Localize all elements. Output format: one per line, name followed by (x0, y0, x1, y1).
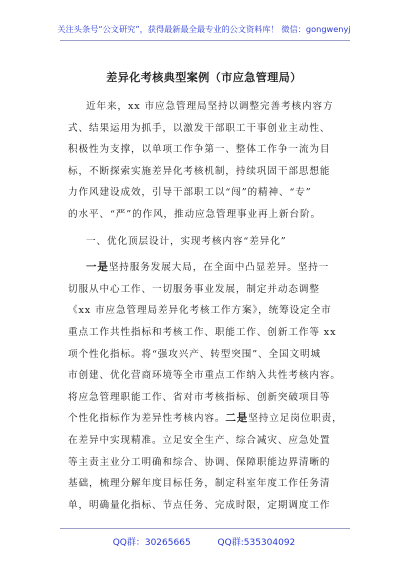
footer-qq-group-2: QQ群:535304092 (217, 538, 296, 548)
header-banner: 关注头条号“公文研究”，获得最新最全最专业的公文资料库！ 微信：gongwenyj (57, 24, 351, 34)
line-text: 《xx 市应急管理局差异化考核工作方案》，统筹设定全市 (68, 305, 332, 317)
text-line (68, 139, 352, 161)
text-line (68, 430, 352, 452)
line-text: 一、优化顶层设计，实现考核内容“差异化” (86, 235, 287, 247)
text-line (68, 300, 352, 322)
line-text: 等主责主业分工明确和综合、协调、保障职能边界清晰的 (68, 456, 331, 468)
line-text: 个性化指标作为差异性考核内容。 (68, 413, 226, 425)
text-line (68, 182, 352, 204)
text-line (68, 452, 352, 474)
line-text: 重点工作共性指标和考核工作、职能工作、创新工作等 xx (68, 326, 337, 338)
line-text: 单，明确量化指标、节点任务、完成时限，定期调度工作 (68, 499, 331, 511)
text-line (68, 96, 352, 118)
line-text: 近年来，xx 市应急管理局坚持以调整完善考核内容方 (86, 101, 334, 112)
text-line (68, 279, 352, 301)
text-line (68, 231, 352, 253)
text-line (68, 387, 352, 409)
line-text: 的水平、“严”的作风，推动应急管理事业再上新台阶。 (68, 208, 321, 220)
text-line (68, 495, 352, 517)
document-title: 差异化考核典型案例（市应急管理局） (106, 71, 302, 84)
line-text: 市创建、优化营商环境等全市重点工作纳入共性考核内容。 (68, 370, 341, 382)
text-line (68, 204, 352, 226)
line-text: 坚持立足岗位职责， (248, 413, 343, 425)
text-line (68, 408, 352, 430)
footer-qq-group-1: QQ群：30265665 (112, 538, 191, 548)
line-text: 力作风建设成效，引导干部职工以“闯”的精神、“专” (68, 187, 312, 199)
footer-divider (60, 528, 350, 529)
line-text: 式、结果运用为抓手，以激发干部职工干事创业主动性、 (68, 122, 331, 134)
text-line (68, 161, 352, 183)
line-text: 坚持服务发展大局，在全面中凸显差异。坚持一 (108, 262, 330, 274)
line-text: 标，不断探索实施差异化考核机制，持续巩固干部思想能 (68, 165, 331, 177)
bold-lead: 二是 (225, 412, 249, 425)
line-text: 基础，梳理分解年度目标任务，制定科室年度工作任务清 (68, 478, 331, 490)
text-line (68, 257, 352, 279)
bold-lead: 一是 (86, 261, 109, 274)
text-line (68, 365, 352, 387)
line-text: 切服从中心工作、一切服务事业发展，制定并动态调整 (68, 283, 320, 295)
line-text: 在差异中实现精准。立足安全生产、综合减灾、应急处置 (68, 434, 331, 446)
document-body (68, 96, 352, 516)
text-line (68, 322, 352, 344)
text-line (68, 473, 352, 495)
line-text: 项个性化指标。将“强攻兴产、转型突围”、全国文明城 (68, 348, 321, 360)
header-divider (60, 40, 350, 41)
text-line (68, 118, 352, 140)
line-text: 将应急管理职能工作、省对市考核指标、创新突破项目等 (68, 391, 331, 403)
line-text: 积极性为支撑，以单项工作争第一、整体工作争一流为目 (68, 144, 331, 156)
footer (0, 535, 408, 548)
text-line (68, 344, 352, 366)
